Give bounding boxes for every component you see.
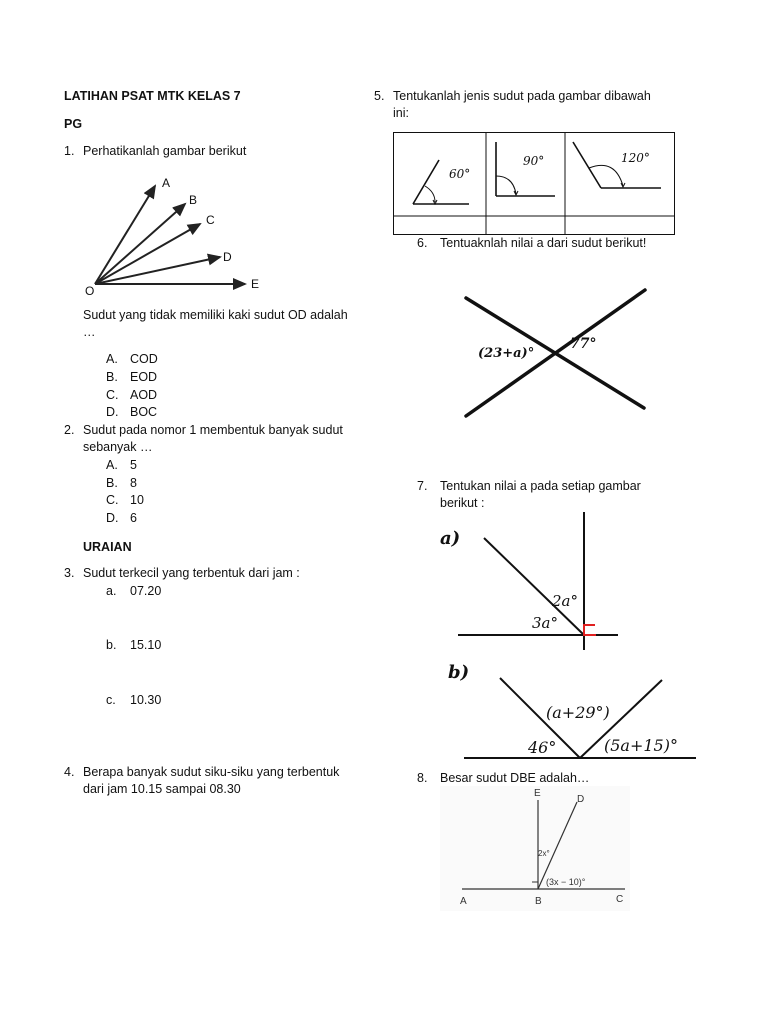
q1-label-a: A — [162, 176, 171, 190]
q1-label-b: B — [189, 193, 198, 207]
q5-line2: ini: — [393, 106, 409, 120]
q4-number: 4. — [64, 765, 75, 779]
q7-figure-a-label: a) — [440, 528, 461, 549]
q3-text: Sudut terkecil yang terbentuk dari jam : — [83, 566, 300, 580]
q5-angle-120: 120° — [621, 151, 650, 165]
q8-number: 8. — [417, 771, 428, 785]
section-uraian: URAIAN — [83, 540, 132, 554]
q7-angle-a-plus-29: (a+29°) — [546, 703, 610, 722]
q8-label-e: E — [534, 788, 541, 799]
q7-number: 7. — [417, 479, 428, 493]
q1-text: Perhatikanlah gambar berikut — [83, 144, 247, 158]
q7-line1: Tentukan nilai a pada setiap gambar — [440, 479, 641, 493]
q8-label-a: A — [460, 896, 467, 907]
q2-number: 2. — [64, 423, 75, 437]
q1-label-d: D — [223, 250, 232, 264]
q1-rays-figure — [80, 172, 280, 302]
q6-number: 6. — [417, 236, 428, 250]
q1-label-o: O — [85, 284, 95, 298]
q1-label-c: C — [206, 213, 215, 227]
q4-line2: dari jam 10.15 sampai 08.30 — [83, 782, 241, 796]
page-title: LATIHAN PSAT MTK KELAS 7 — [64, 89, 241, 103]
q7-angle-46: 46° — [528, 738, 557, 757]
q1-question-line1: Sudut yang tidak memiliki kaki sudut OD adalah — [83, 308, 348, 322]
q7-figure-b — [440, 656, 700, 766]
q7-figure-b-label: b) — [448, 662, 470, 683]
q6-angle-right: 77° — [570, 336, 597, 352]
q8-angle-figure — [440, 786, 630, 911]
q5-angle-table — [393, 132, 675, 236]
q8-angle-3x-minus-10: (3x − 10)° — [546, 877, 586, 887]
q7-angle-2a: 2a° — [552, 592, 578, 610]
q7-line2: berikut : — [440, 496, 485, 510]
q1-number: 1. — [64, 144, 75, 158]
q5-angle-90: 90° — [523, 154, 545, 168]
q7-angle-3a: 3a° — [532, 614, 558, 632]
q6-angle-left: (23+a)° — [478, 346, 535, 361]
q2-line1: Sudut pada nomor 1 membentuk banyak sudut — [83, 423, 343, 437]
q8-label-b: B — [535, 896, 542, 907]
q1-label-e: E — [251, 277, 260, 291]
q1-question-line2: … — [83, 325, 96, 339]
q4-line1: Berapa banyak sudut siku-siku yang terbentuk — [83, 765, 340, 779]
section-pg: PG — [64, 117, 83, 131]
q8-label-c: C — [616, 894, 624, 905]
q5-line1: Tentukanlah jenis sudut pada gambar dibawah — [393, 89, 651, 103]
q7-figure-a — [438, 512, 638, 652]
q2-line2: sebanyak … — [83, 440, 153, 454]
q6-text: Tentuaknlah nilai a dari sudut berikut! — [440, 236, 647, 250]
q3-number: 3. — [64, 566, 75, 580]
q8-angle-2x: 2x° — [538, 849, 550, 858]
q8-text: Besar sudut DBE adalah… — [440, 771, 590, 785]
q7-angle-5a-plus-15: (5a+15)° — [604, 736, 678, 755]
q6-intersecting-lines-figure — [460, 284, 660, 419]
q8-label-d: D — [577, 794, 585, 805]
q5-number: 5. — [374, 89, 385, 103]
q5-angle-60: 60° — [449, 167, 471, 181]
